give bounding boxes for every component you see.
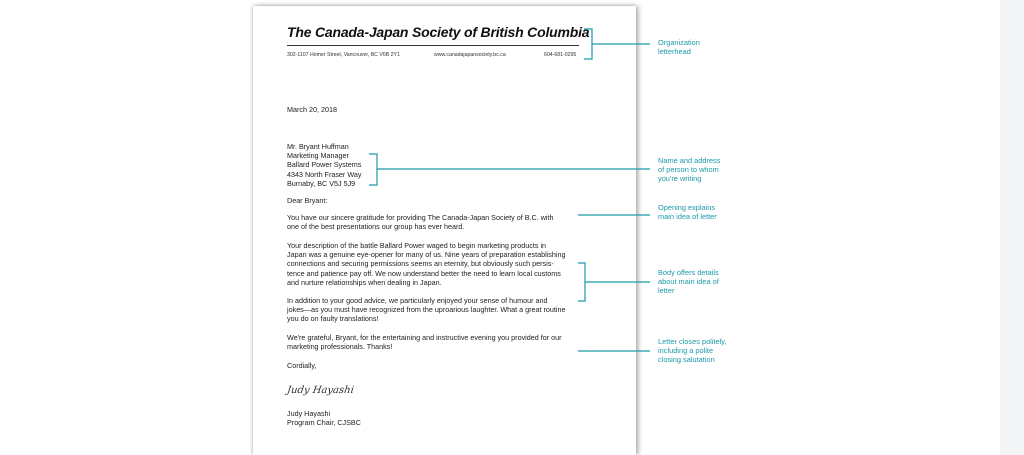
letterhead-address: 302-1107 Homer Street, Vancouver, BC V6B 2Y1: [287, 52, 400, 58]
paragraph-line: Your description of the battle Ballard Power waged to begin marketing products in: [287, 241, 547, 250]
background-strip: [1000, 0, 1024, 455]
letter-date: March 20, 2018: [287, 105, 337, 114]
paragraph-line: connections and securing permissions seems an eternity, but obviously such persis-: [287, 259, 554, 269]
paragraph-line: marketing professionals. Thanks!: [287, 342, 393, 352]
annotation-body: Body offers details about main idea of letter: [658, 268, 719, 296]
signer-title: Program Chair, CJSBC: [287, 418, 361, 428]
letterhead-rule: [287, 45, 579, 46]
annotation-opening: Opening explains main idea of letter: [658, 203, 717, 222]
letterhead-phone: 604-681-0295: [544, 52, 577, 58]
paragraph-line: and nurture relationships when dealing in Japan.: [287, 277, 442, 287]
recipient-line: Ballard Power Systems: [287, 160, 362, 170]
org-name: The Canada-Japan Society of British Columbia: [287, 24, 590, 40]
paragraph-line: In addition to your good advice, we particularly enjoyed your sense of humour and: [287, 296, 548, 305]
paragraph-line: one of the best presentations our group has ever heard.: [287, 222, 465, 232]
salutation: Dear Bryant:: [287, 196, 328, 205]
paragraph-line: You have our sincere gratitude for providing The Canada-Japan Society of B.C. with: [287, 213, 554, 222]
paragraph-line: Japan was a genuine eye-opener for many of us. Nine years of preparation establishing: [287, 250, 566, 260]
recipient-line: Burnaby, BC V5J 5J9: [287, 178, 356, 188]
annotation-closing: Letter closes politely, including a polite closing salutation: [658, 337, 727, 365]
signer-name: Judy Hayashi: [287, 409, 331, 418]
letter-page: [253, 6, 636, 455]
recipient-line: Marketing Manager: [287, 151, 349, 161]
signature: Judy Hayashi: [286, 385, 355, 396]
annotation-recipient: Name and address of person to whom you're writing: [658, 156, 721, 184]
closing: Cordially,: [287, 361, 317, 370]
annotation-letterhead: Organization letterhead: [658, 38, 700, 57]
letterhead-website: www.canadajapansociety.bc.ca: [434, 52, 506, 58]
paragraph-line: jokes—as you must have recognized from the uproarious laughter. What a great routine: [287, 305, 566, 315]
recipient-line: 4343 North Fraser Way: [287, 169, 362, 179]
paragraph-line: We're grateful, Bryant, for the entertaining and instructive evening you provided for our: [287, 333, 562, 342]
paragraph-line: tence and patience pay off. We now understand better the need to learn local customs: [287, 268, 561, 278]
paragraph-line: you do on faulty translations!: [287, 314, 379, 324]
recipient-line: Mr. Bryant Huffman: [287, 142, 349, 151]
